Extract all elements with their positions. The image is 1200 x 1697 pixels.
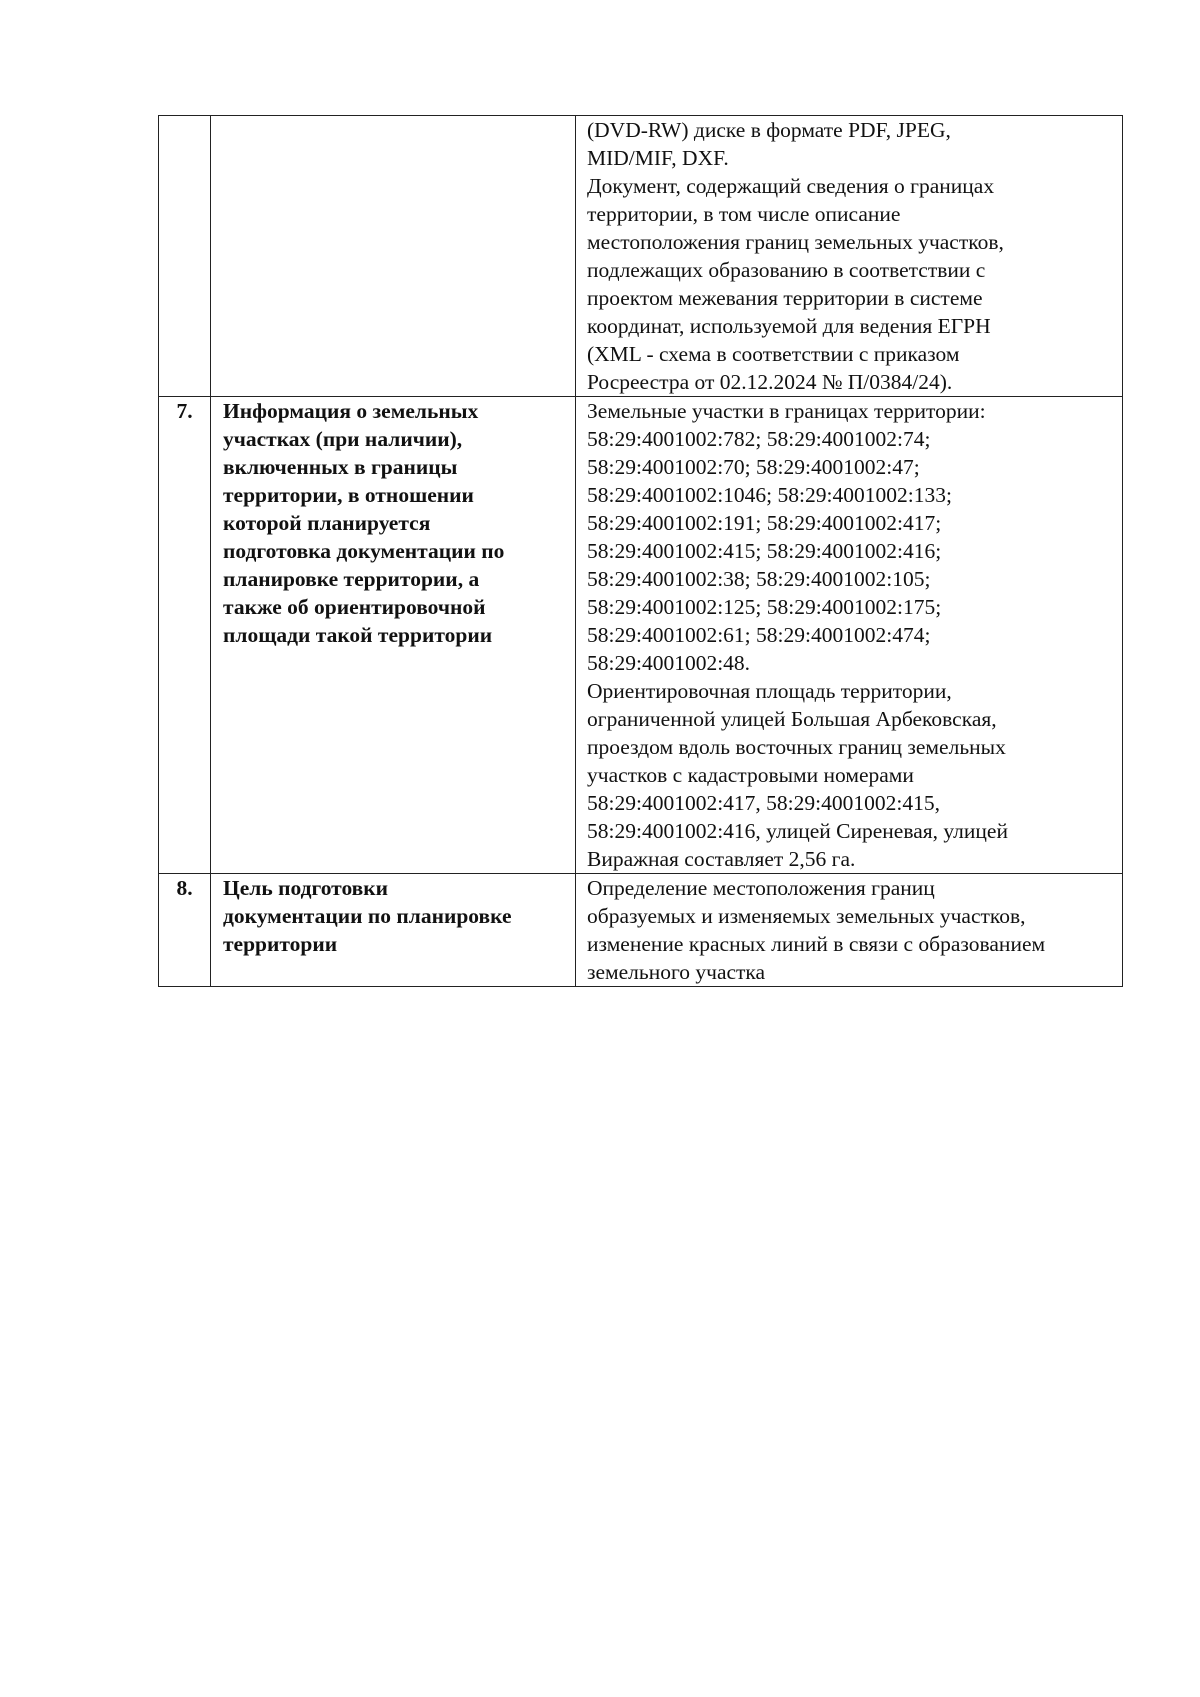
name-line: участках (при наличии), [223, 427, 463, 451]
name-line: территории, в отношении [223, 483, 474, 507]
value-line: земельного участка [587, 960, 766, 984]
name-line: подготовка документации по [223, 539, 505, 563]
value-line: проектом межевания территории в системе [587, 286, 983, 310]
row-name-cell [211, 874, 576, 987]
row-number: 8. [176, 876, 193, 900]
value-line: Документ, содержащий сведения о границах [587, 174, 995, 198]
value-line: территории, в том числе описание [587, 202, 901, 226]
row-number: 7. [176, 399, 193, 423]
name-line: которой планируется [223, 511, 431, 535]
name-line: Цель подготовки [223, 876, 389, 900]
value-line: Виражная составляет 2,56 га. [587, 847, 856, 871]
value-line: (XML - схема в соответствии с приказом [587, 342, 960, 366]
value-line: Росреестра от 02.12.2024 № П/0384/24). [587, 370, 953, 394]
value-line: подлежащих образованию в соответствии с [587, 258, 986, 282]
name-line: территории [223, 932, 338, 956]
value-line: Определение местоположения границ [587, 876, 935, 900]
value-line: 58:29:4001002:415; 58:29:4001002:416; [587, 539, 942, 563]
value-line: 58:29:4001002:61; 58:29:4001002:474; [587, 623, 931, 647]
value-line: ограниченной улицей Большая Арбековская, [587, 707, 997, 731]
value-line: 58:29:4001002:48. [587, 651, 751, 675]
value-line: 58:29:4001002:125; 58:29:4001002:175; [587, 595, 942, 619]
requirements-table [158, 115, 1123, 987]
row-number-cell [159, 874, 211, 987]
value-line: 58:29:4001002:70; 58:29:4001002:47; [587, 455, 920, 479]
name-line: Информация о земельных [223, 399, 479, 423]
value-line: Ориентировочная площадь территории, [587, 679, 952, 703]
name-line: планировке территории, а [223, 567, 480, 591]
row-name-cell [211, 397, 576, 874]
value-line: 58:29:4001002:1046; 58:29:4001002:133; [587, 483, 952, 507]
table-row-8 [159, 874, 1123, 987]
value-line: местоположения границ земельных участков, [587, 230, 1004, 254]
row-number-cell [159, 116, 211, 397]
value-line: координат, используемой для ведения ЕГРН [587, 314, 991, 338]
row-number-cell [159, 397, 211, 874]
value-line: участков с кадастровыми номерами [587, 763, 914, 787]
value-line: 58:29:4001002:417, 58:29:4001002:415, [587, 791, 940, 815]
value-line: проездом вдоль восточных границ земельных [587, 735, 1006, 759]
row-name-cell [211, 116, 576, 397]
value-line: Земельные участки в границах территории: [587, 399, 986, 423]
value-line: 58:29:4001002:782; 58:29:4001002:74; [587, 427, 931, 451]
value-line: 58:29:4001002:191; 58:29:4001002:417; [587, 511, 942, 535]
name-line: включенных в границы [223, 455, 458, 479]
value-line: 58:29:4001002:38; 58:29:4001002:105; [587, 567, 931, 591]
name-line: также об ориентировочной [223, 595, 486, 619]
row-value-cell [576, 397, 1123, 874]
table-row-7 [159, 397, 1123, 874]
name-line: площади такой территории [223, 623, 493, 647]
value-line: MID/MIF, DXF. [587, 146, 729, 170]
value-line: (DVD-RW) диске в формате PDF, JPEG, [587, 118, 951, 142]
row-value-cell [576, 874, 1123, 987]
row-value-cell [576, 116, 1123, 397]
name-line: документации по планировке [223, 904, 512, 928]
value-line: 58:29:4001002:416, улицей Сиреневая, улицей [587, 819, 1008, 843]
value-line: образуемых и изменяемых земельных участков, [587, 904, 1026, 928]
value-line: изменение красных линий в связи с образованием [587, 932, 1046, 956]
table-row-continuation [159, 116, 1123, 397]
